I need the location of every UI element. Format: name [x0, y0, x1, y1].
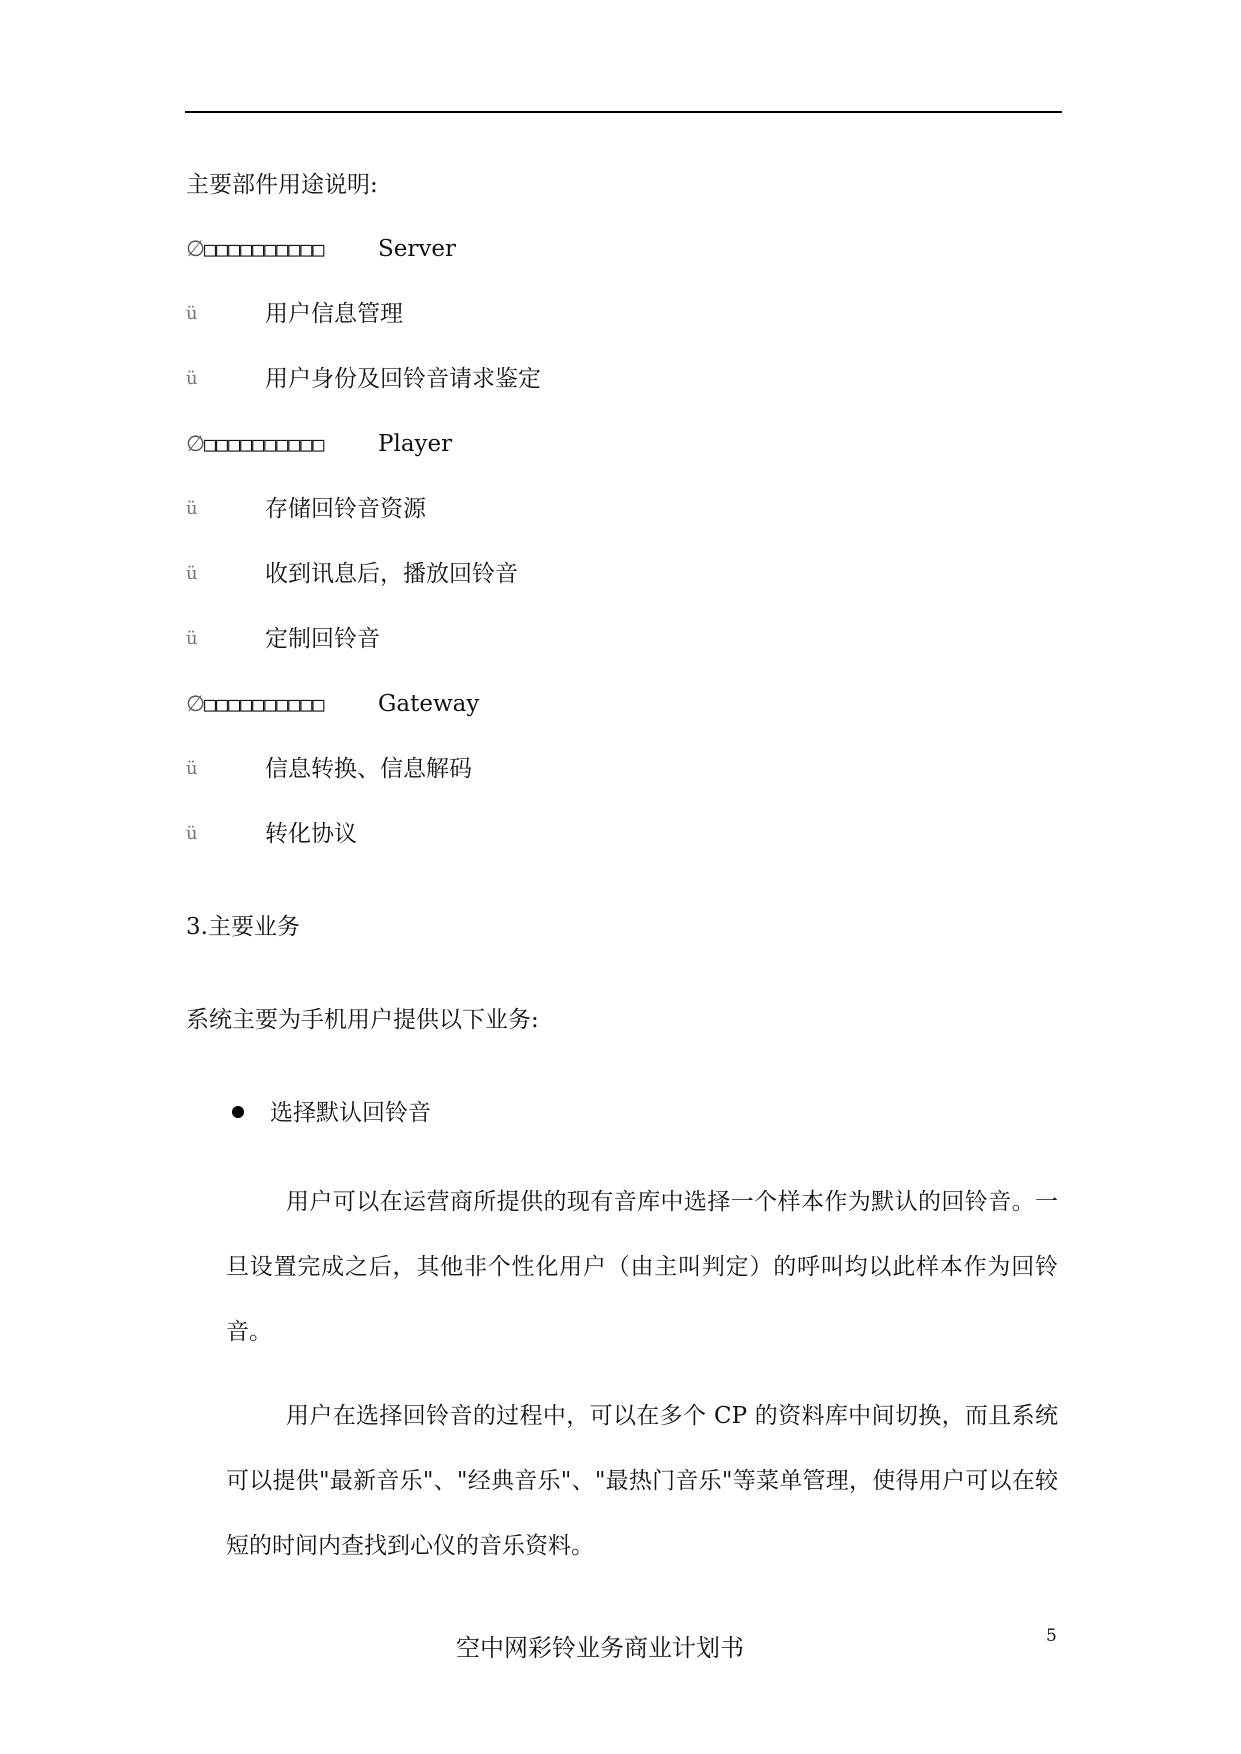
component-marker-icon: ∅: [186, 237, 206, 262]
footer-title: 空中网彩铃业务商业计划书: [456, 1634, 744, 1662]
bullet-title: 选择默认回铃音: [270, 1100, 431, 1126]
list-item-text: 定制回铃音: [265, 626, 380, 652]
paragraph: 用户可以在运营商所提供的现有音库中选择一个样本作为默认的回铃音。一旦设置完成之后，其他非个性化用户（由主叫判定）的呼叫均以此样本作为回铃音。: [226, 1189, 1058, 1345]
component-term: Player: [378, 431, 453, 457]
parts-heading: 主要部件用途说明:: [186, 172, 378, 198]
list-item-text: 用户信息管理: [265, 301, 403, 327]
component-server: [186, 234, 786, 265]
component-gateway: [186, 689, 786, 720]
item-marker-icon: ü: [186, 823, 198, 844]
bullet-dot-icon: [232, 1106, 244, 1118]
component-marker-icon: ∅: [186, 432, 206, 457]
component-term: Gateway: [378, 691, 480, 717]
paragraph: 用户在选择回铃音的过程中，可以在多个 CP 的资料库中间切换，而且系统可以提供"最新音乐"、"经典音乐"、"最热门音乐"等菜单管理，使得用户可以在较短的时间内查找到心仪的音乐资料。: [226, 1403, 1058, 1559]
item-marker-icon: ü: [186, 303, 198, 324]
item-marker-icon: ü: [186, 758, 198, 779]
item-marker-icon: ü: [186, 368, 198, 389]
list-item-text: 转化协议: [265, 821, 357, 847]
item-marker-icon: ü: [186, 563, 198, 584]
list-item-text: 存储回铃音资源: [265, 496, 426, 522]
component-term: Server: [378, 236, 456, 262]
list-item-text: 用户身份及回铃音请求鉴定: [265, 366, 541, 392]
section-intro: 系统主要为手机用户提供以下业务:: [186, 1007, 539, 1033]
bullet-item: [232, 1098, 431, 1128]
component-garbled-text: □□□□□□□□□□: [204, 237, 325, 261]
component-garbled-text: □□□□□□□□□□: [204, 432, 325, 456]
item-marker-icon: ü: [186, 498, 198, 519]
component-garbled-text: □□□□□□□□□□: [204, 692, 325, 716]
list-item-text: 信息转换、信息解码: [265, 756, 472, 782]
page-number: 5: [1046, 1626, 1057, 1646]
component-marker-icon: ∅: [186, 692, 206, 717]
component-player: [186, 429, 786, 460]
list-item-text: 收到讯息后，播放回铃音: [265, 561, 518, 587]
header-rule: [185, 111, 1062, 113]
item-marker-icon: ü: [186, 628, 198, 649]
section-title: 3.主要业务: [186, 914, 300, 940]
